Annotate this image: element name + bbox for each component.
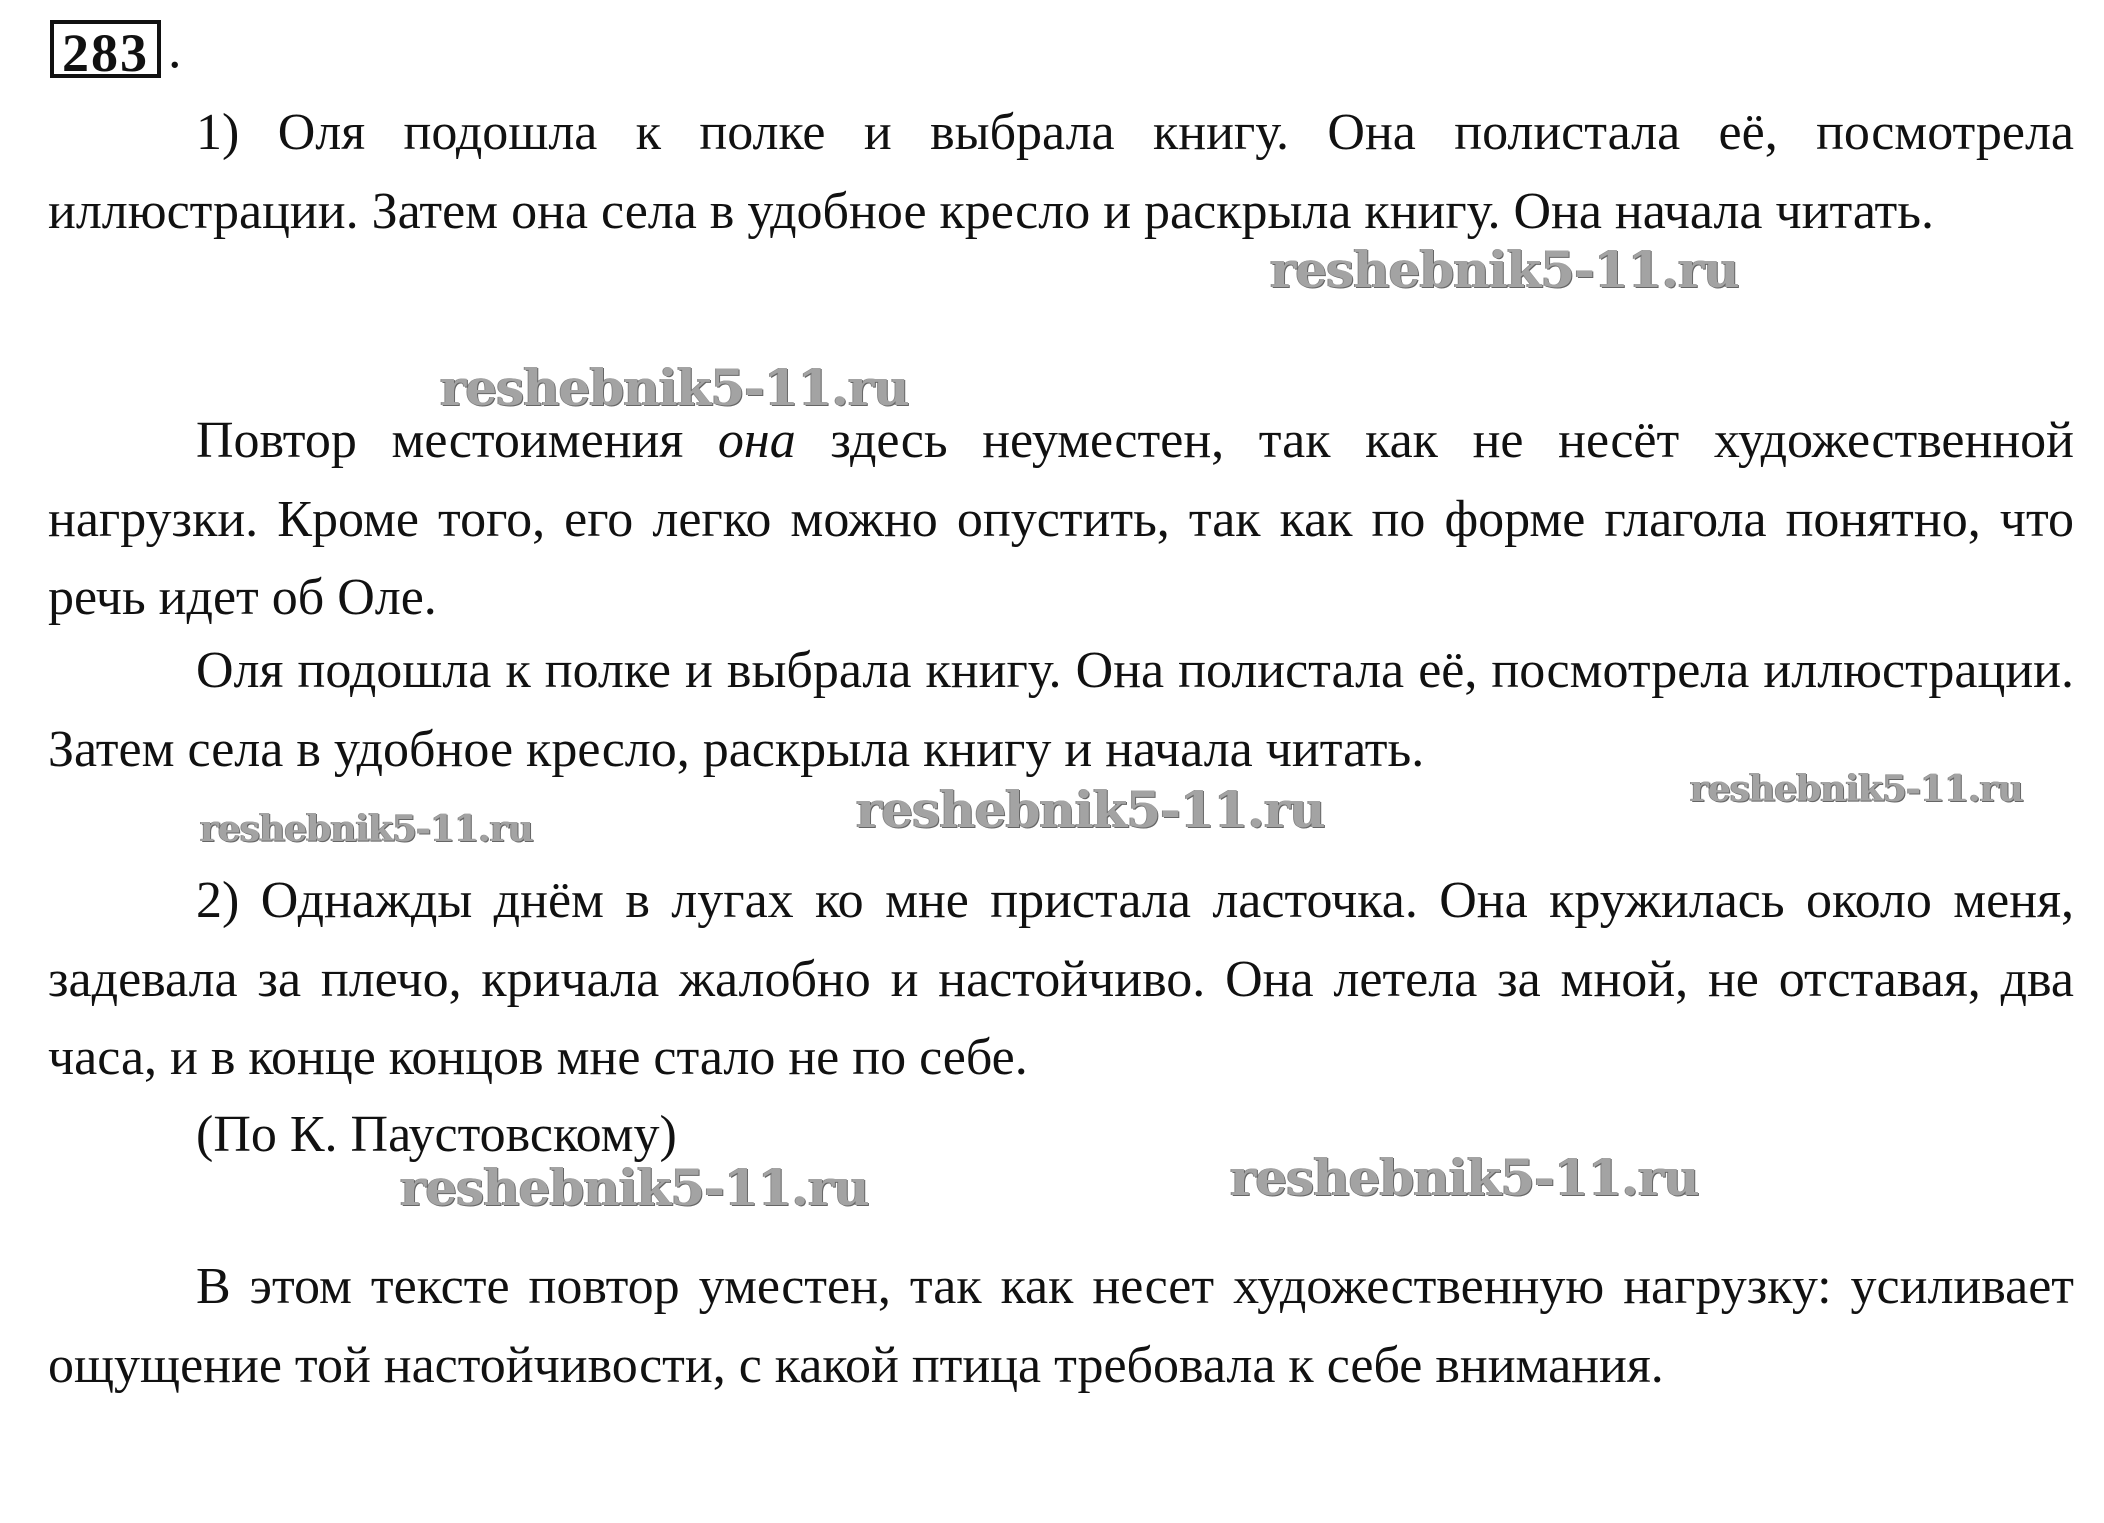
analysis-1-text: [48, 402, 2074, 638]
example-1-corrected-text: Оля подошла к полке и выбрала книгу. Она полистала её, посмотрела иллюстрации. Затем села в удобное кресло, раскрыла книгу и начала читать.: [48, 642, 2074, 778]
watermark-1: reshebnik5-11.ru: [1270, 240, 1739, 299]
analysis-1-part-b: здесь неуместен, так как не несёт художественной нагрузки. Кроме того, его легко можно опустить, так как по форме глагола понятно, что речь идет об Оле.: [48, 412, 2075, 626]
watermark-7: reshebnik5-11.ru: [1230, 1148, 1699, 1207]
watermark-3: reshebnik5-11.ru: [1690, 768, 2023, 810]
example-2-text: 2) Однажды днём в лугах ко мне пристала ласточка. Она кружилась около меня, задевала за плечо, кричала жалобно и настойчиво. Она летела за мной, не отставая, два часа, и в конце концов мне стало не по себе.: [48, 872, 2074, 1086]
source-attribution: (По К. Паустовскому): [196, 1106, 677, 1163]
watermark-5: reshebnik5-11.ru: [856, 780, 1325, 839]
example-1-text: 1) Оля подошла к полке и выбрала книгу. Она полистала её, посмотрела иллюстрации. Затем она села в удобное кресло и раскрыла книгу. Она начала читать.: [48, 104, 2074, 240]
watermark-4: reshebnik5-11.ru: [200, 808, 533, 850]
task-number-dot: .: [168, 19, 182, 79]
watermark-6: reshebnik5-11.ru: [400, 1158, 869, 1217]
task-number-box: [50, 20, 161, 83]
task-number: 283: [62, 23, 149, 83]
analysis-1-part-a: Повтор местоимения: [196, 412, 718, 469]
pronoun-emphasis: она: [717, 412, 796, 469]
analysis-2-text: В этом тексте повтор уместен, так как несет художественную нагрузку: усиливает ощущение той настойчивости, с какой птица требовала к себе внимания.: [48, 1258, 2074, 1394]
watermark-2: reshebnik5-11.ru: [440, 358, 909, 417]
